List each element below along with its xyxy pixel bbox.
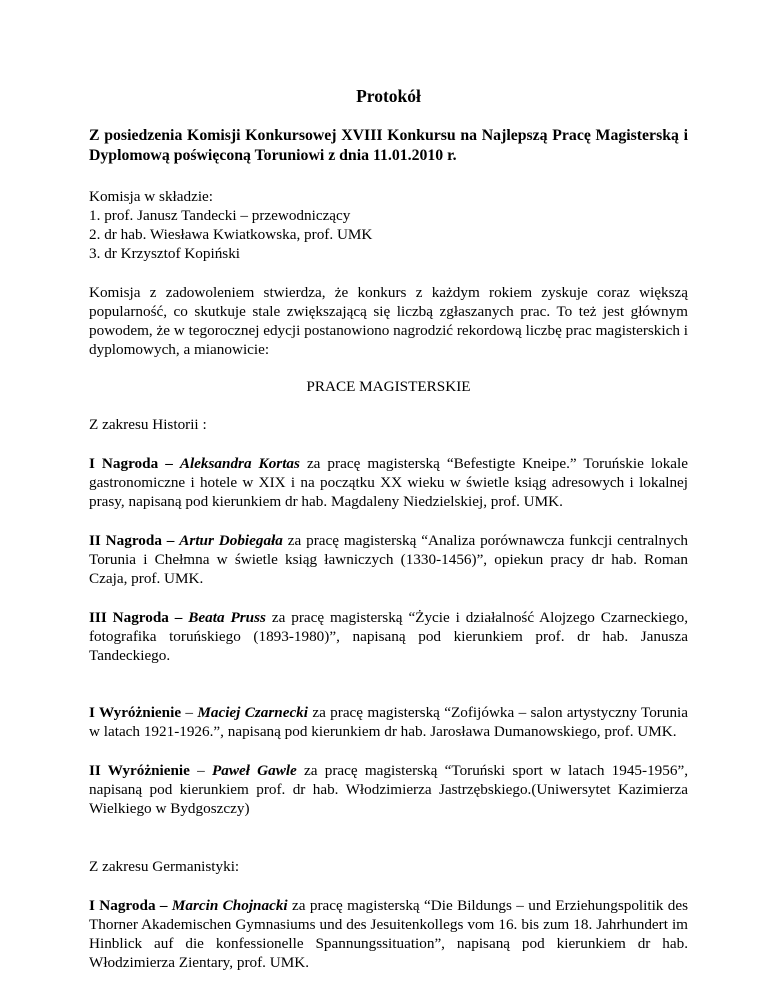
section-title: PRACE MAGISTERSKIE [306, 378, 471, 395]
committee-label: Komisja w składzie: [89, 188, 214, 205]
award-rank: I Nagroda – [89, 897, 172, 914]
award-author: Artur Dobiegała [179, 532, 283, 549]
award-text: za pracę magisterską “Toruński sport w latach 1945-1956”, napisaną pod kierunkiem prof. dr hab. Włodzimierza Jastrzębskiego.(Uniwersytet Kazimierza Wielkiego w Bydgoszczy) [89, 762, 688, 817]
committee-member: 2. dr hab. Wiesława Kwiatkowska, prof. UMK [89, 226, 373, 243]
intro-paragraph: Komisja z zadowoleniem stwierdza, że konkurs z każdym rokiem zyskuje coraz większą popularność, co skutkuje stale zwiększającą się liczbą zgłaszanych prac. To też jest głównym powodem, że w tegorocznej edycji postanowiono nagrodzić rekordową liczbę prac magisterskich i dyplomowych, a mianowicie: [89, 284, 688, 358]
subject-german: Z zakresu Germanistyki: [89, 858, 240, 875]
award-rank: II Wyróżnienie [89, 762, 190, 779]
award-entry [89, 531, 688, 588]
award-text: za pracę magisterską “Die Bildungs – und Erziehungspolitik des Thorner Akademischen Gymnasiums und des Jesuitenkollegs vom 16. bis zum 18. Jahrhundert im Hinblick auf die konfessionelle Spannungssituation”, napisaną pod kierunkiem dr hab. Włodzimierza Zientary, prof. UMK. [89, 897, 688, 971]
award-entry [89, 454, 688, 511]
award-text: za pracę magisterską “Analiza porównawcza funkcji centralnych Torunia i Chełmna w świetle ksiąg ławniczych (1330-1456)”, opiekun pracy dr hab. Roman Czaja, prof. UMK. [89, 532, 689, 587]
committee-member: 3. dr Krzysztof Kopiński [89, 245, 241, 262]
document-title: Protokół [356, 86, 421, 106]
award-entry [89, 608, 688, 665]
award-rank: II Nagroda – [89, 532, 180, 549]
award-author: Aleksandra Kortas [179, 455, 300, 472]
award-text: za pracę magisterską “Befestigte Kneipe.” Toruńskie lokale gastronomiczne i hotele w XIX i na początku XX wieku w świetle ksiąg adresowych i lokalnej prasy, napisaną pod kierunkiem dr hab. Magdaleny Niedzielskiej, prof. UMK. [89, 455, 688, 510]
committee-member: 1. prof. Janusz Tandecki – przewodniczący [89, 207, 351, 224]
award-author: Beata Pruss [188, 609, 266, 626]
award-entry [89, 896, 688, 972]
award-rank: III Nagroda – [89, 609, 189, 626]
award-author: Marcin Chojnacki [171, 897, 288, 914]
award-entry [89, 761, 688, 818]
award-author: Maciej Czarnecki [197, 704, 309, 721]
award-text: za pracę magisterską “Zofijówka – salon artystyczny Torunia w latach 1921-1926.”, napisaną pod kierunkiem dr hab. Jarosława Dumanowskiego, prof. UMK. [89, 704, 689, 740]
committee-block [89, 187, 688, 263]
award-separator: – [189, 762, 212, 779]
award-rank: I Nagroda – [89, 455, 180, 472]
document-heading: Z posiedzenia Komisji Konkursowej XVIII Konkursu na Najlepszą Pracę Magisterską i Dyplomową poświęconą Toruniowi z dnia 11.01.2010 r. [89, 127, 688, 164]
award-entry [89, 703, 688, 741]
award-author: Paweł Gawle [211, 762, 297, 779]
award-text: za pracę magisterską “Życie i działalność Alojzego Czarneckiego, fotografika toruńskiego (1893-1980)”, napisaną pod kierunkiem prof. dr hab. Janusza Tandeckiego. [89, 609, 689, 664]
award-rank: I Wyróżnienie [89, 704, 182, 721]
subject-history: Z zakresu Historii : [89, 416, 207, 433]
award-separator: – [181, 704, 198, 721]
